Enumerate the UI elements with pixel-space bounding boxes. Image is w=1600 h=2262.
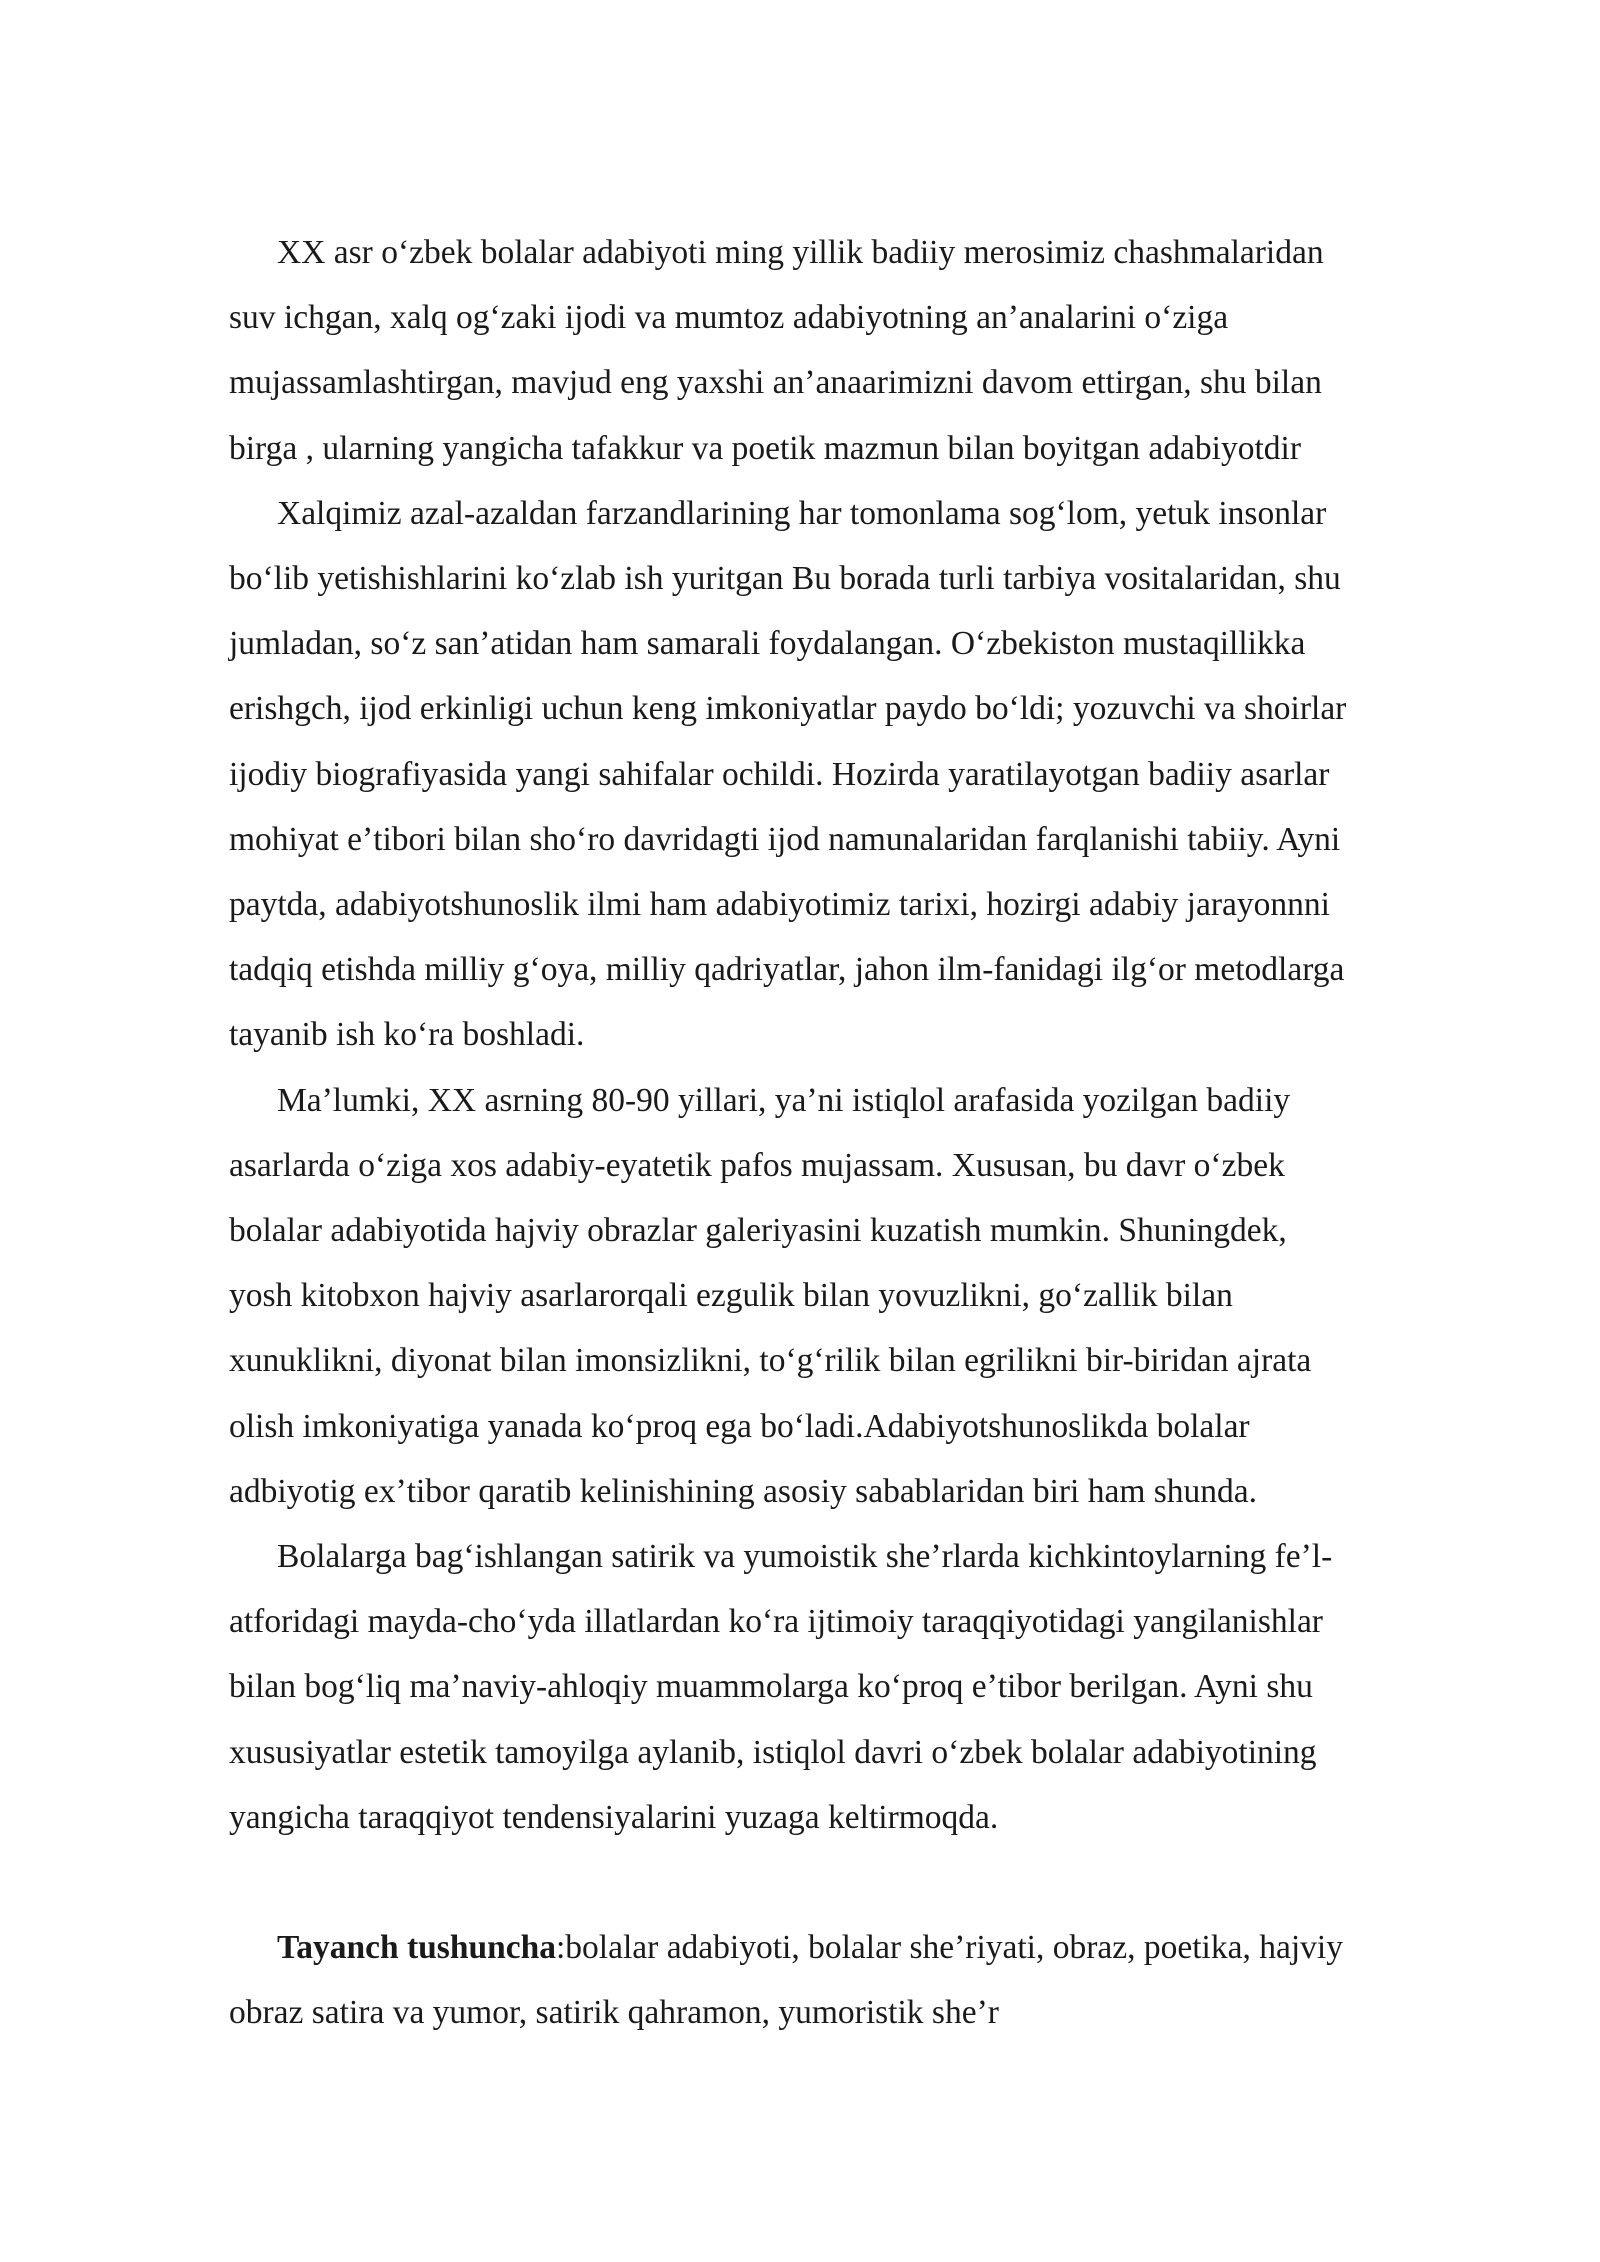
text-line: tadqiq etishda milliy gʻoya, milliy qadriyatlar, jahon ilm-fanidagi ilgʻor metodlarga: [229, 951, 1345, 989]
text-line: mohiyat eʼtibori bilan shoʻro davridagti ijod namunalaridan farqlanishi tabiiy. Ayni: [229, 820, 1341, 858]
text-line: xususiyatlar estetik tamoyilga aylanib, istiqlol davri oʻzbek bolalar adabiyotining: [229, 1733, 1317, 1771]
text-line: erishgch, ijod erkinligi uchun keng imkoniyatlar paydo boʻldi; yozuvchi va shoirlar: [229, 690, 1347, 728]
keywords-line-continued: obraz satira va yumor, satirik qahramon, yumoristik sheʼr: [229, 1994, 999, 2032]
text-line: olish imkoniyatiga yanada koʻproq ega boʻladi.Adabiyotshunoslikda bolalar: [229, 1407, 1250, 1445]
text-line: boʻlib yetishishlarini koʻzlab ish yuritgan Bu borada turli tarbiya vositalaridan, shu: [229, 560, 1341, 598]
text-line: jumladan, soʻz sanʼatidan ham samarali foydalangan. Oʻzbekiston mustaqillikka: [229, 625, 1306, 663]
keywords-paragraph: [229, 1915, 1495, 2045]
text-line: Maʼlumki, XX asrning 80-90 yillari, yaʼni istiqlol arafasida yozilgan badiiy: [277, 1081, 1291, 1119]
keywords-term: Tayanch tushuncha: [277, 1929, 556, 1967]
paragraph-4: [229, 1524, 1495, 1850]
text-line: XX asr oʻzbek bolalar adabiyoti ming yillik badiiy merosimiz chashmalaridan: [277, 234, 1324, 271]
text-line: mujassamlashtirgan, mavjud eng yaxshi anʼanaarimizni davom ettirgan, shu bilan: [229, 364, 1322, 402]
text-line: Xalqimiz azal-azaldan farzandlarining har tomonlama sogʻlom, yetuk insonlar: [277, 494, 1327, 532]
keywords-line: [229, 1915, 1495, 1980]
text-line: adbiyotig exʼtibor qaratib kelinishining asosiy sabablaridan biri ham shunda.: [229, 1472, 1258, 1510]
text-line: bolalar adabiyotida hajviy obrazlar galeriyasini kuzatish mumkin. Shuningdek,: [229, 1212, 1287, 1250]
document-body: [229, 220, 1495, 2045]
text-line: asarlarda oʻziga xos adabiy-eyatetik pafos mujassam. Xususan, bu davr oʻzbek: [229, 1146, 1285, 1184]
paragraph-2: [229, 481, 1495, 1068]
keywords-list: :bolalar adabiyoti, bolalar sheʼriyati, obraz, poetika, hajviy: [556, 1929, 1343, 1967]
text-line: ijodiy biografiyasida yangi sahifalar ochildi. Hozirda yaratilayotgan badiiy asarlar: [229, 755, 1330, 793]
text-line: Bolalarga bagʻishlangan satirik va yumoistik sheʼrlarda kichkintoylarning feʼl-: [277, 1538, 1333, 1576]
text-line: xunuklikni, diyonat bilan imonsizlikni, toʻgʻrilik bilan egrilikni bir-biridan ajrata: [229, 1342, 1312, 1380]
text-line: paytda, adabiyotshunoslik ilmi ham adabiyotimiz tarixi, hozirgi adabiy jarayonnni: [229, 886, 1330, 924]
text-line: suv ichgan, xalq ogʻzaki ijodi va mumtoz adabiyotning anʼanalarini oʻziga: [229, 299, 1229, 337]
text-line: atforidagi mayda-choʻyda illatlardan koʻra ijtimoiy taraqqiyotidagi yangilanishlar: [229, 1603, 1323, 1641]
text-line: yangicha taraqqiyot tendensiyalarini yuzaga keltirmoqda.: [229, 1798, 999, 1836]
text-line: birga , ularning yangicha tafakkur va poetik mazmun bilan boyitgan adabiyotdir: [229, 429, 1301, 467]
text-line: tayanib ish koʻra boshladi.: [229, 1016, 585, 1054]
text-line: yosh kitobxon hajviy asarlarorqali ezgulik bilan yovuzlikni, goʻzallik bilan: [229, 1277, 1233, 1315]
text-line: bilan bogʻliq maʼnaviy-ahloqiy muammolarga koʻproq eʼtibor berilgan. Ayni shu: [229, 1668, 1313, 1706]
paragraph-3: [229, 1068, 1495, 1524]
paragraph-1: [229, 220, 1495, 481]
